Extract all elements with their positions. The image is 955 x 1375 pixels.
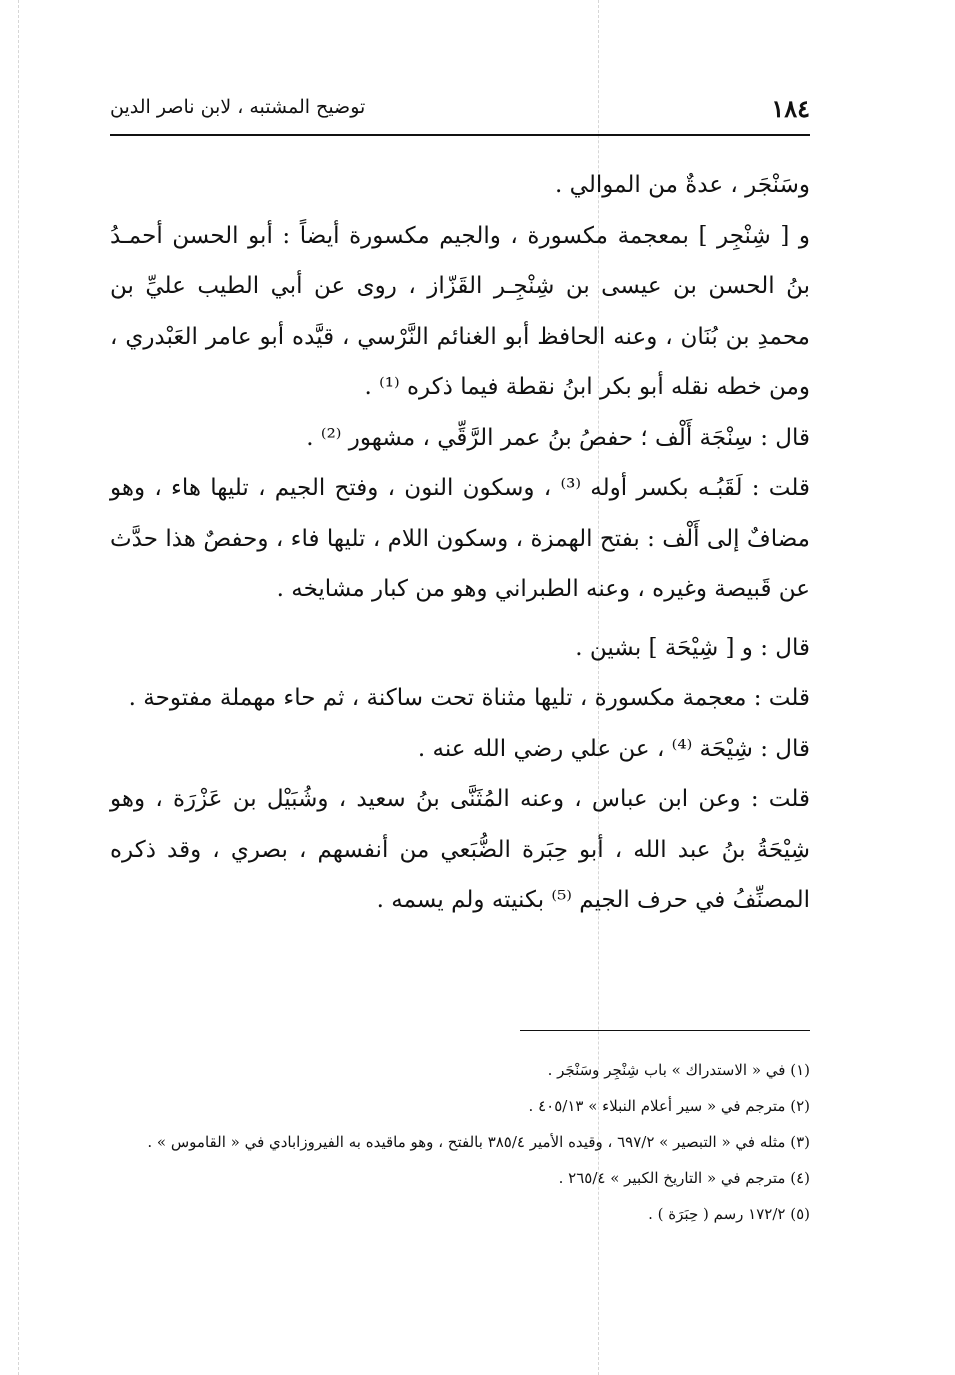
paragraph: قلت : وعن ابن عباس ، وعنه المُثَنَّى بنُ سعيد ، وشُبَيْل بن عَزْرَة ، وهو شِيْحَةُ بنُ عبد الله ، أبو حِبَرة الضُّبَعي من أنفسهم ، بصري ، وقد ذكره المصنِّفُ في حرف الجيم ⁽⁵⁾ بكنيته ولم يسمه . xyxy=(110,786,810,913)
paragraph: قلت : معجمة مكسورة ، تليها مثناة تحت ساكنة ، ثم حاء مهملة مفتوحة . xyxy=(128,685,810,711)
paragraph: قال : شِيْحَة ⁽⁴⁾ ، عن علي رضي الله عنه . xyxy=(417,735,810,762)
footnote-2: (٢) مترجم في « سير أعلام النبلاء » ٤٠٥/١٣ . xyxy=(528,1097,810,1115)
header-rule xyxy=(110,134,810,136)
paragraph: و [ شِنْجِر ] بمعجمة مكسورة ، والجيم مكسورة أيضاً : أبو الحسن أحمـدُ بنُ الحسن بن عيسى بن شِنْجِـر القَزّاز ، روى عن أبي الطيب عليِّ بن محمدِ بن بُنَان ، وعنه الحافظ أبو الغنائم النَّرْسي ، قيَّده أبو عامر العَبْدري ، ومن خطه نقله أبو بكر ابنُ نقطة فيما ذكره ⁽¹⁾ . xyxy=(110,222,810,400)
paragraph: وسَنْجَر ، عدةٌ من الموالي . xyxy=(555,172,810,198)
main-text xyxy=(110,160,810,926)
page-number: ١٨٤ xyxy=(771,94,810,123)
footnote-rule xyxy=(520,1030,810,1031)
paragraph: قال : سِنْجَة أَلْف ؛ حفصُ بنُ عمر الرَّقِّي ، مشهور ⁽²⁾ . xyxy=(306,424,810,451)
footnote-5: (٥) ١٧٢/٢ رسم ( حِبَرَة ) . xyxy=(648,1205,810,1223)
footnote-3: (٣) مثله في « التبصير » ٦٩٧/٢ ، وقيده الأمير ٣٨٥/٤ بالفتح ، وهو ماقيده به الفيروزابادي في « القاموس » . xyxy=(147,1133,810,1151)
footnotes xyxy=(110,1052,810,1232)
footnote-1: (١) في « الاستدراك » باب شِنْجِر وسَنْجَر . xyxy=(547,1061,810,1079)
paragraph: قلت : لَقَبُـه بكسر أوله ⁽³⁾ ، وسكون النون ، وفتح الجيم ، تليها هاء ، وهو مضافٌ إلى أَلْف : بفتح الهمزة ، وسكون اللام ، تليها فاء ، وحفصٌ هذا حدَّث عن قَبيصة وغيره ، وعنه الطبراني وهو من كبار مشايخه . xyxy=(110,475,810,602)
paragraph: قال : و [ شِيْحَة ] بشين . xyxy=(575,634,810,661)
scan-edge-line xyxy=(18,0,19,1375)
footnote-4: (٤) مترجم في « التاريخ الكبير » ٢٦٥/٤ . xyxy=(558,1169,810,1187)
page-header xyxy=(110,92,810,132)
running-title: توضيح المشتبه ، لابن ناصر الدين xyxy=(110,96,366,118)
